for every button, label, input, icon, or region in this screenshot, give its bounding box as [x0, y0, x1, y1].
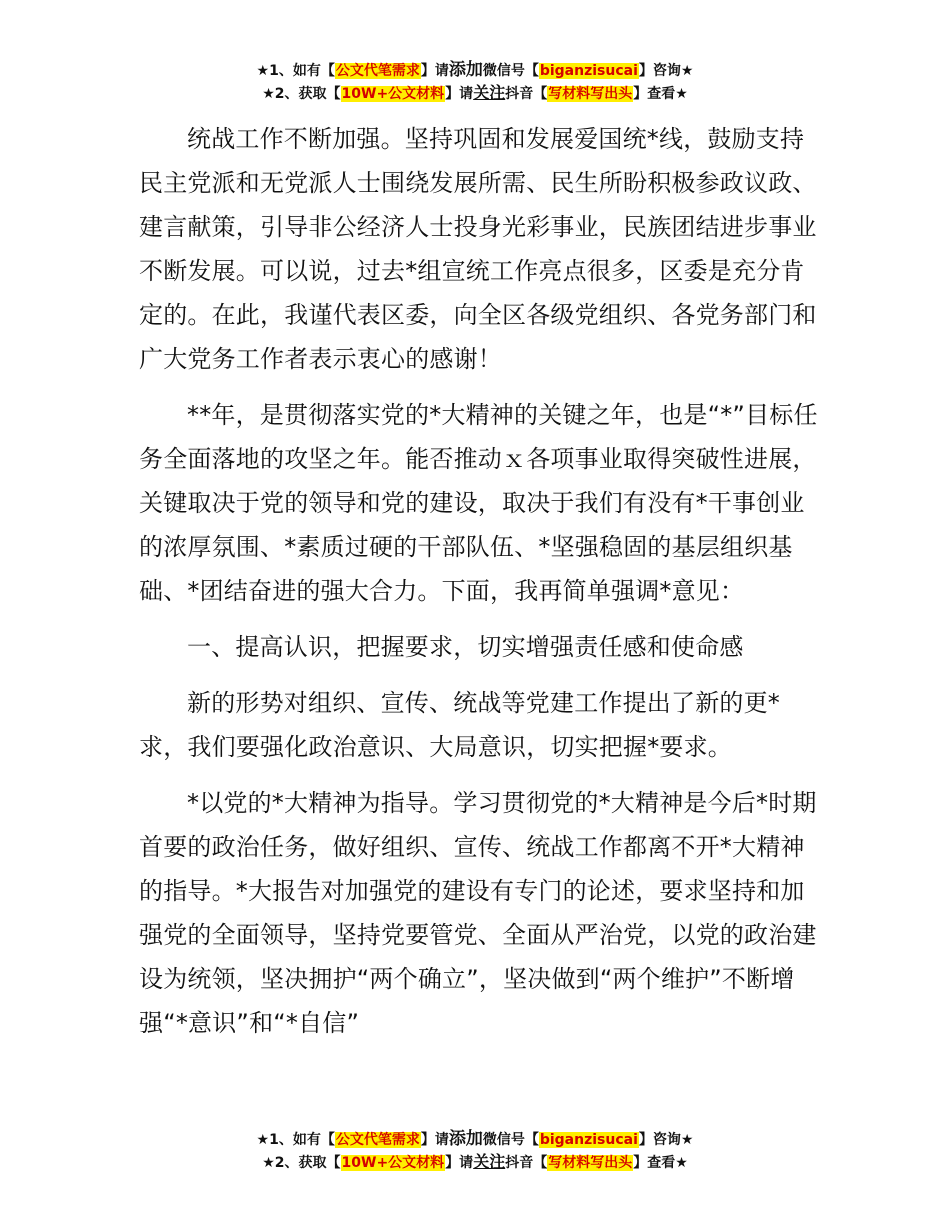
banner-line-1	[0, 1128, 950, 1151]
banner-text: ★2、获取【	[262, 1155, 341, 1171]
banner-text: 】请	[420, 1132, 449, 1148]
banner-text: ★1、如有【	[256, 63, 335, 79]
paragraph: 新的形势对组织、宣传、统战等党建工作提出了新的更*求，我们要强化政治意识、大局意识，切实把握*要求。	[139, 689, 780, 761]
banner-emphasis: 添加	[448, 1129, 483, 1149]
paragraph: **年，是贯彻落实党的*大精神的关键之年，也是“*”目标任务全面落地的攻坚之年。能否推动ｘ各项事业取得突破性进展，关键取决于党的领导和党的建设，取决于我们有没有*干事创业的浓厚氛围、*素质过硬的干部队伍、*坚强稳固的基层组织基础、*团结奋进的强大合力。下面，我再简单强调*意见：	[139, 401, 818, 605]
banner-text: ★1、如有【	[256, 1132, 335, 1148]
banner-highlight: 写材料写出头	[548, 86, 633, 102]
paragraph: 统战工作不断加强。坚持巩固和发展爱国统*线，鼓励支持民主党派和无党派人士围绕发展所需、民生所盼积极参政议政、建言献策，引导非公经济人士投身光彩事业，民族团结进步事业不断发展。可以说，过去*组宣统工作亮点很多，区委是充分肯定的。在此，我谨代表区委，向全区各级党组织、各党务部门和广大党务工作者表示衷心的感谢！	[139, 125, 817, 373]
banner-emphasis: 关注	[473, 83, 506, 102]
banner-text: 】请	[445, 86, 474, 102]
banner-text: 】咨询★	[638, 63, 694, 79]
banner-text: 】请	[420, 63, 449, 79]
banner-text: ★2、获取【	[262, 86, 341, 102]
header-banner	[0, 59, 950, 105]
banner-highlight: 公文代笔需求	[335, 1132, 420, 1148]
banner-text: 】查看★	[633, 1155, 688, 1171]
section-heading: 一、提高认识，把握要求，切实增强责任感和使命感	[187, 633, 744, 661]
document-body	[139, 117, 819, 1057]
banner-highlight: 10W+公文材料	[341, 86, 445, 102]
banner-emphasis: 关注	[473, 1152, 506, 1171]
banner-highlight: biganzisucai	[539, 63, 638, 79]
banner-text: 微信号【	[482, 63, 539, 79]
banner-emphasis: 添加	[448, 60, 483, 80]
paragraph: *以党的*大精神为指导。学习贯彻党的*大精神是今后*时期首要的政治任务，做好组织、宣传、统战工作都离不开*大精神的指导。*大报告对加强党的建设有专门的论述，要求坚持和加强党的全面领导，坚持党要管党、全面从严治党，以党的政治建设为统领，坚决拥护“两个确立”，坚决做到“两个维护”不断增强“*意识”和“*自信”	[139, 789, 817, 1037]
footer-banner	[0, 1128, 950, 1174]
banner-text: 】咨询★	[638, 1132, 694, 1148]
banner-text: 抖音【	[505, 86, 548, 102]
banner-highlight: 公文代笔需求	[335, 63, 420, 79]
banner-text: 】请	[445, 1155, 474, 1171]
banner-line-2	[0, 1151, 950, 1174]
banner-highlight: 10W+公文材料	[341, 1155, 445, 1171]
banner-text: 微信号【	[482, 1132, 539, 1148]
banner-text: 】查看★	[633, 86, 688, 102]
banner-highlight: biganzisucai	[539, 1132, 638, 1148]
banner-text: 抖音【	[505, 1155, 548, 1171]
banner-line-2	[0, 82, 950, 105]
banner-line-1	[0, 59, 950, 82]
banner-highlight: 写材料写出头	[548, 1155, 633, 1171]
